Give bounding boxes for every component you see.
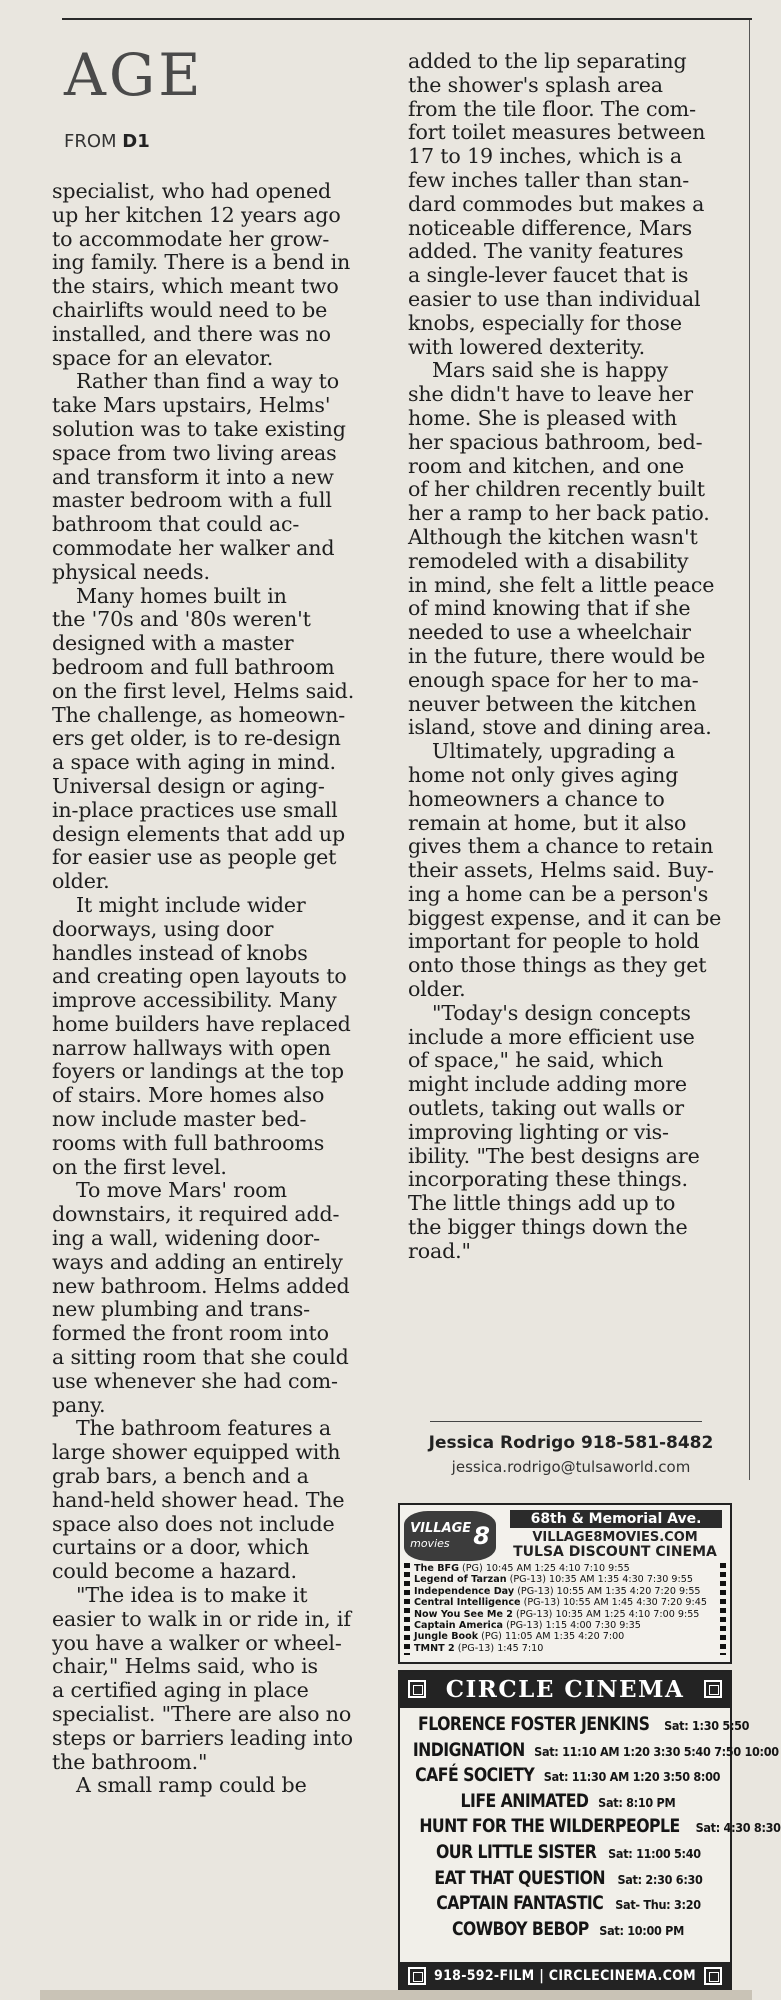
film-times: 11:05 AM 1:35 4:20 7:00 bbox=[504, 1631, 625, 1643]
film-title: Independence Day bbox=[414, 1585, 515, 1597]
village8-logo bbox=[404, 1511, 496, 1561]
film-rating: (PG-13) bbox=[517, 1585, 554, 1597]
film-times: Sat: 2:30 6:30 bbox=[617, 1871, 703, 1887]
article-paragraph: added to the lip separating the shower's splash area from the tile floor. The com- fort toilet measures between 17 to 19 inches, which is a few inches taller than stan- dard commodes but makes a noticeable difference, Mars added. The vanity features a single-lever faucet that is easier to use than individual knobs, especially for those with lowered dexterity. bbox=[408, 49, 706, 359]
article-paragraph: Rather than find a way to take Mars upstairs, Helms' solution was to take existing space from two living areas and transform it into a new master bedroom with a full bathroom that could ac- commodate her walker and physical needs. bbox=[52, 369, 346, 584]
film-rating: (PG) bbox=[462, 1563, 483, 1574]
article-paragraph: A small ramp could be bbox=[76, 1773, 307, 1798]
circle-cinema-name: CIRCLE CINEMA bbox=[445, 1676, 685, 1703]
village8-ad bbox=[398, 1503, 732, 1664]
circle-cinema-contact[interactable]: 918-592-FILM | CIRCLECINEMA.COM bbox=[434, 1968, 696, 1984]
showtime-row bbox=[414, 1620, 714, 1631]
article-paragraph: Mars said she is happy she didn't have to leave her home. She is pleased with her spacious bathroom, bed- room and kitchen, and one of her children recently built her a ramp to her back patio. Although the kitchen wasn't remodeled with a disability in mind, she felt a little peace of mind knowing that if she needed to use a wheelchair in the future, there would be enough space for her to ma- neuver between the kitchen island, stove and dining area. bbox=[408, 358, 715, 740]
article-paragraph: "Today's design concepts include a more efficient use of space," he said, which might include adding more outlets, taking out walls or improving lighting or vis- ibility. "The best designs are incorporating these things. The little things add up to the bigger things down the road." bbox=[408, 1000, 700, 1263]
film-times: 1:45 7:10 bbox=[497, 1642, 544, 1654]
film-title: Captain America bbox=[414, 1620, 504, 1632]
top-rule bbox=[62, 18, 752, 20]
section-headline: AGE bbox=[64, 41, 204, 109]
film-times: Sat: 11:30 AM 1:20 3:50 8:00 bbox=[543, 1769, 721, 1785]
circle-cinema-header bbox=[400, 1672, 730, 1708]
article-paragraph: It might include wider doorways, using door handles instead of knobs and creating open layouts to improve accessibility. Many home builders have replaced narrow hallways with open foyers or landings at the top of stairs. More homes also now include master bed- rooms with full bathrooms on the first level. bbox=[52, 892, 351, 1179]
author-byline: Jessica Rodrigo 918-581-8482 bbox=[428, 1433, 714, 1453]
article-paragraph: The bathroom features a large shower equipped with grab bars, a bench and a hand-held shower head. The space also does not include curtains or a door, which could become a hazard. bbox=[52, 1416, 345, 1584]
showtime-row bbox=[408, 1917, 722, 1943]
film-times: Sat: 8:10 PM bbox=[598, 1794, 676, 1810]
showtime-row bbox=[408, 1866, 722, 1892]
article-column-right bbox=[408, 50, 734, 1264]
article-paragraph: specialist, who had opened up her kitchen 12 years ago to accommodate her grow- ing family. There is a bend in the stairs, which meant two chairlifts would need to be installed, and there was no space for an elevator. bbox=[52, 179, 351, 370]
film-title: COWBOY BEBOP bbox=[451, 1917, 589, 1940]
showtime-row bbox=[408, 1891, 722, 1917]
film-title: The BFG bbox=[414, 1563, 459, 1574]
showtime-row bbox=[414, 1586, 714, 1597]
film-title: EAT THAT QUESTION bbox=[434, 1866, 606, 1889]
showtime-row bbox=[408, 1738, 779, 1764]
film-title: TMNT 2 bbox=[414, 1642, 455, 1654]
film-times: Sat- Thu: 3:20 bbox=[615, 1897, 701, 1913]
reel-icon bbox=[408, 1680, 426, 1698]
reel-icon bbox=[704, 1680, 722, 1698]
film-times: Sat: 11:10 AM 1:20 3:30 5:40 7:50 10:00 bbox=[534, 1743, 779, 1759]
film-title: Legend of Tarzan bbox=[414, 1574, 507, 1586]
article-paragraph: Ultimately, upgrading a home not only gives aging homeowners a chance to remain at home, but it also gives them a chance to retain their assets, Helms said. Buy- ing a home can be a person's biggest expense, and it can be important for people to hold onto those things as they get older. bbox=[408, 739, 722, 1002]
film-times: 10:35 AM 1:25 4:10 7:00 9:55 bbox=[555, 1608, 700, 1620]
film-times: Sat: 4:30 8:30 bbox=[695, 1820, 781, 1836]
film-title: OUR LITTLE SISTER bbox=[436, 1840, 597, 1863]
film-title: CAFÉ SOCIETY bbox=[415, 1764, 535, 1787]
showtime-row bbox=[414, 1563, 714, 1574]
film-times: Sat: 1:30 5:50 bbox=[664, 1718, 750, 1733]
author-email[interactable]: jessica.rodrigo@tulsaworld.com bbox=[451, 1458, 691, 1476]
page-bottom-strip bbox=[40, 1990, 752, 2000]
showtime-row bbox=[408, 1789, 722, 1815]
reel-icon bbox=[408, 1967, 426, 1985]
showtime-row bbox=[414, 1574, 714, 1585]
film-title: CAPTAIN FANTASTIC bbox=[436, 1892, 604, 1915]
circle-cinema-footer bbox=[400, 1962, 730, 1990]
jump-line bbox=[64, 131, 150, 152]
article-paragraph: Many homes built in the '70s and '80s weren't designed with a master bedroom and full bathroom on the first level, Helms said. The challenge, as homeown- ers get older, is to re-design a space with aging in mind. Universal design or aging- in-place practices use small design elements that add up for easier use as people get older. bbox=[52, 583, 355, 894]
circle-cinema-ad bbox=[398, 1670, 781, 1992]
film-rating: (PG-13) bbox=[509, 1574, 546, 1586]
village8-showtimes bbox=[414, 1563, 714, 1654]
showtime-row bbox=[408, 1712, 750, 1738]
film-times: Sat: 11:00 5:40 bbox=[608, 1845, 701, 1861]
film-times: 10:35 AM 1:35 4:30 7:30 9:55 bbox=[549, 1574, 693, 1586]
byline-rule bbox=[430, 1421, 702, 1422]
film-title: LIFE ANIMATED bbox=[460, 1789, 589, 1812]
article-column-left bbox=[52, 180, 374, 1798]
film-rating: (PG-13) bbox=[523, 1597, 560, 1609]
film-rating: (PG) bbox=[481, 1631, 502, 1643]
film-rating: (PG-13) bbox=[457, 1642, 495, 1654]
showtime-row bbox=[414, 1609, 714, 1620]
jump-prefix: FROM bbox=[64, 131, 117, 152]
filmstrip-right bbox=[720, 1563, 726, 1655]
film-times: 10:55 AM 1:45 4:30 7:20 9:45 bbox=[563, 1597, 707, 1609]
film-times: 1:15 4:00 7:30 9:35 bbox=[545, 1620, 641, 1632]
film-title: INDIGNATION bbox=[412, 1738, 525, 1761]
article-paragraph: "The idea is to make it easier to walk in or ride in, if you have a walker or wheel- chair," Helms said, who is a certified aging in place specialist. "There are also no steps or barriers leading into the bathroom." bbox=[52, 1583, 353, 1774]
film-title: HUNT FOR THE WILDERPEOPLE bbox=[419, 1815, 680, 1838]
showtime-row bbox=[414, 1631, 714, 1642]
article-paragraph: To move Mars' room downstairs, it required add- ing a wall, widening door- ways and adding an entirely new bathroom. Helms added new plumbing and trans- formed the front room into a sitting room that she could use whenever she had com- pany. bbox=[52, 1178, 350, 1417]
logo-number: 8 bbox=[473, 1522, 490, 1550]
jump-page-ref: D1 bbox=[122, 131, 150, 152]
filmstrip-left bbox=[404, 1563, 410, 1655]
showtime-row bbox=[408, 1814, 781, 1840]
film-title: Central Intelligence bbox=[414, 1597, 521, 1609]
showtime-row bbox=[414, 1643, 714, 1654]
column-rule bbox=[749, 20, 750, 1480]
village8-tagline: TULSA DISCOUNT CINEMA bbox=[513, 1544, 717, 1560]
film-title: FLORENCE FOSTER JENKINS bbox=[418, 1713, 650, 1735]
circle-cinema-showtimes bbox=[408, 1712, 781, 1942]
logo-word: VILLAGE movies bbox=[410, 1521, 472, 1550]
showtime-row bbox=[408, 1840, 722, 1866]
film-title: Jungle Book bbox=[414, 1631, 479, 1643]
film-times: Sat: 10:00 PM bbox=[599, 1922, 684, 1938]
village8-location: 68th & Memorial Ave. bbox=[510, 1510, 722, 1528]
film-times: 10:45 AM 1:25 4:10 7:10 9:55 bbox=[485, 1563, 630, 1574]
showtime-row bbox=[414, 1597, 714, 1608]
film-title: Now You See Me 2 bbox=[414, 1608, 513, 1620]
reel-icon bbox=[704, 1967, 722, 1985]
film-rating: (PG-13) bbox=[506, 1620, 543, 1632]
village8-website[interactable]: VILLAGE8MOVIES.COM bbox=[532, 1530, 698, 1545]
showtime-row bbox=[408, 1763, 722, 1789]
film-times: 10:55 AM 1:35 4:20 7:20 9:55 bbox=[556, 1585, 701, 1597]
film-rating: (PG-13) bbox=[516, 1608, 553, 1620]
